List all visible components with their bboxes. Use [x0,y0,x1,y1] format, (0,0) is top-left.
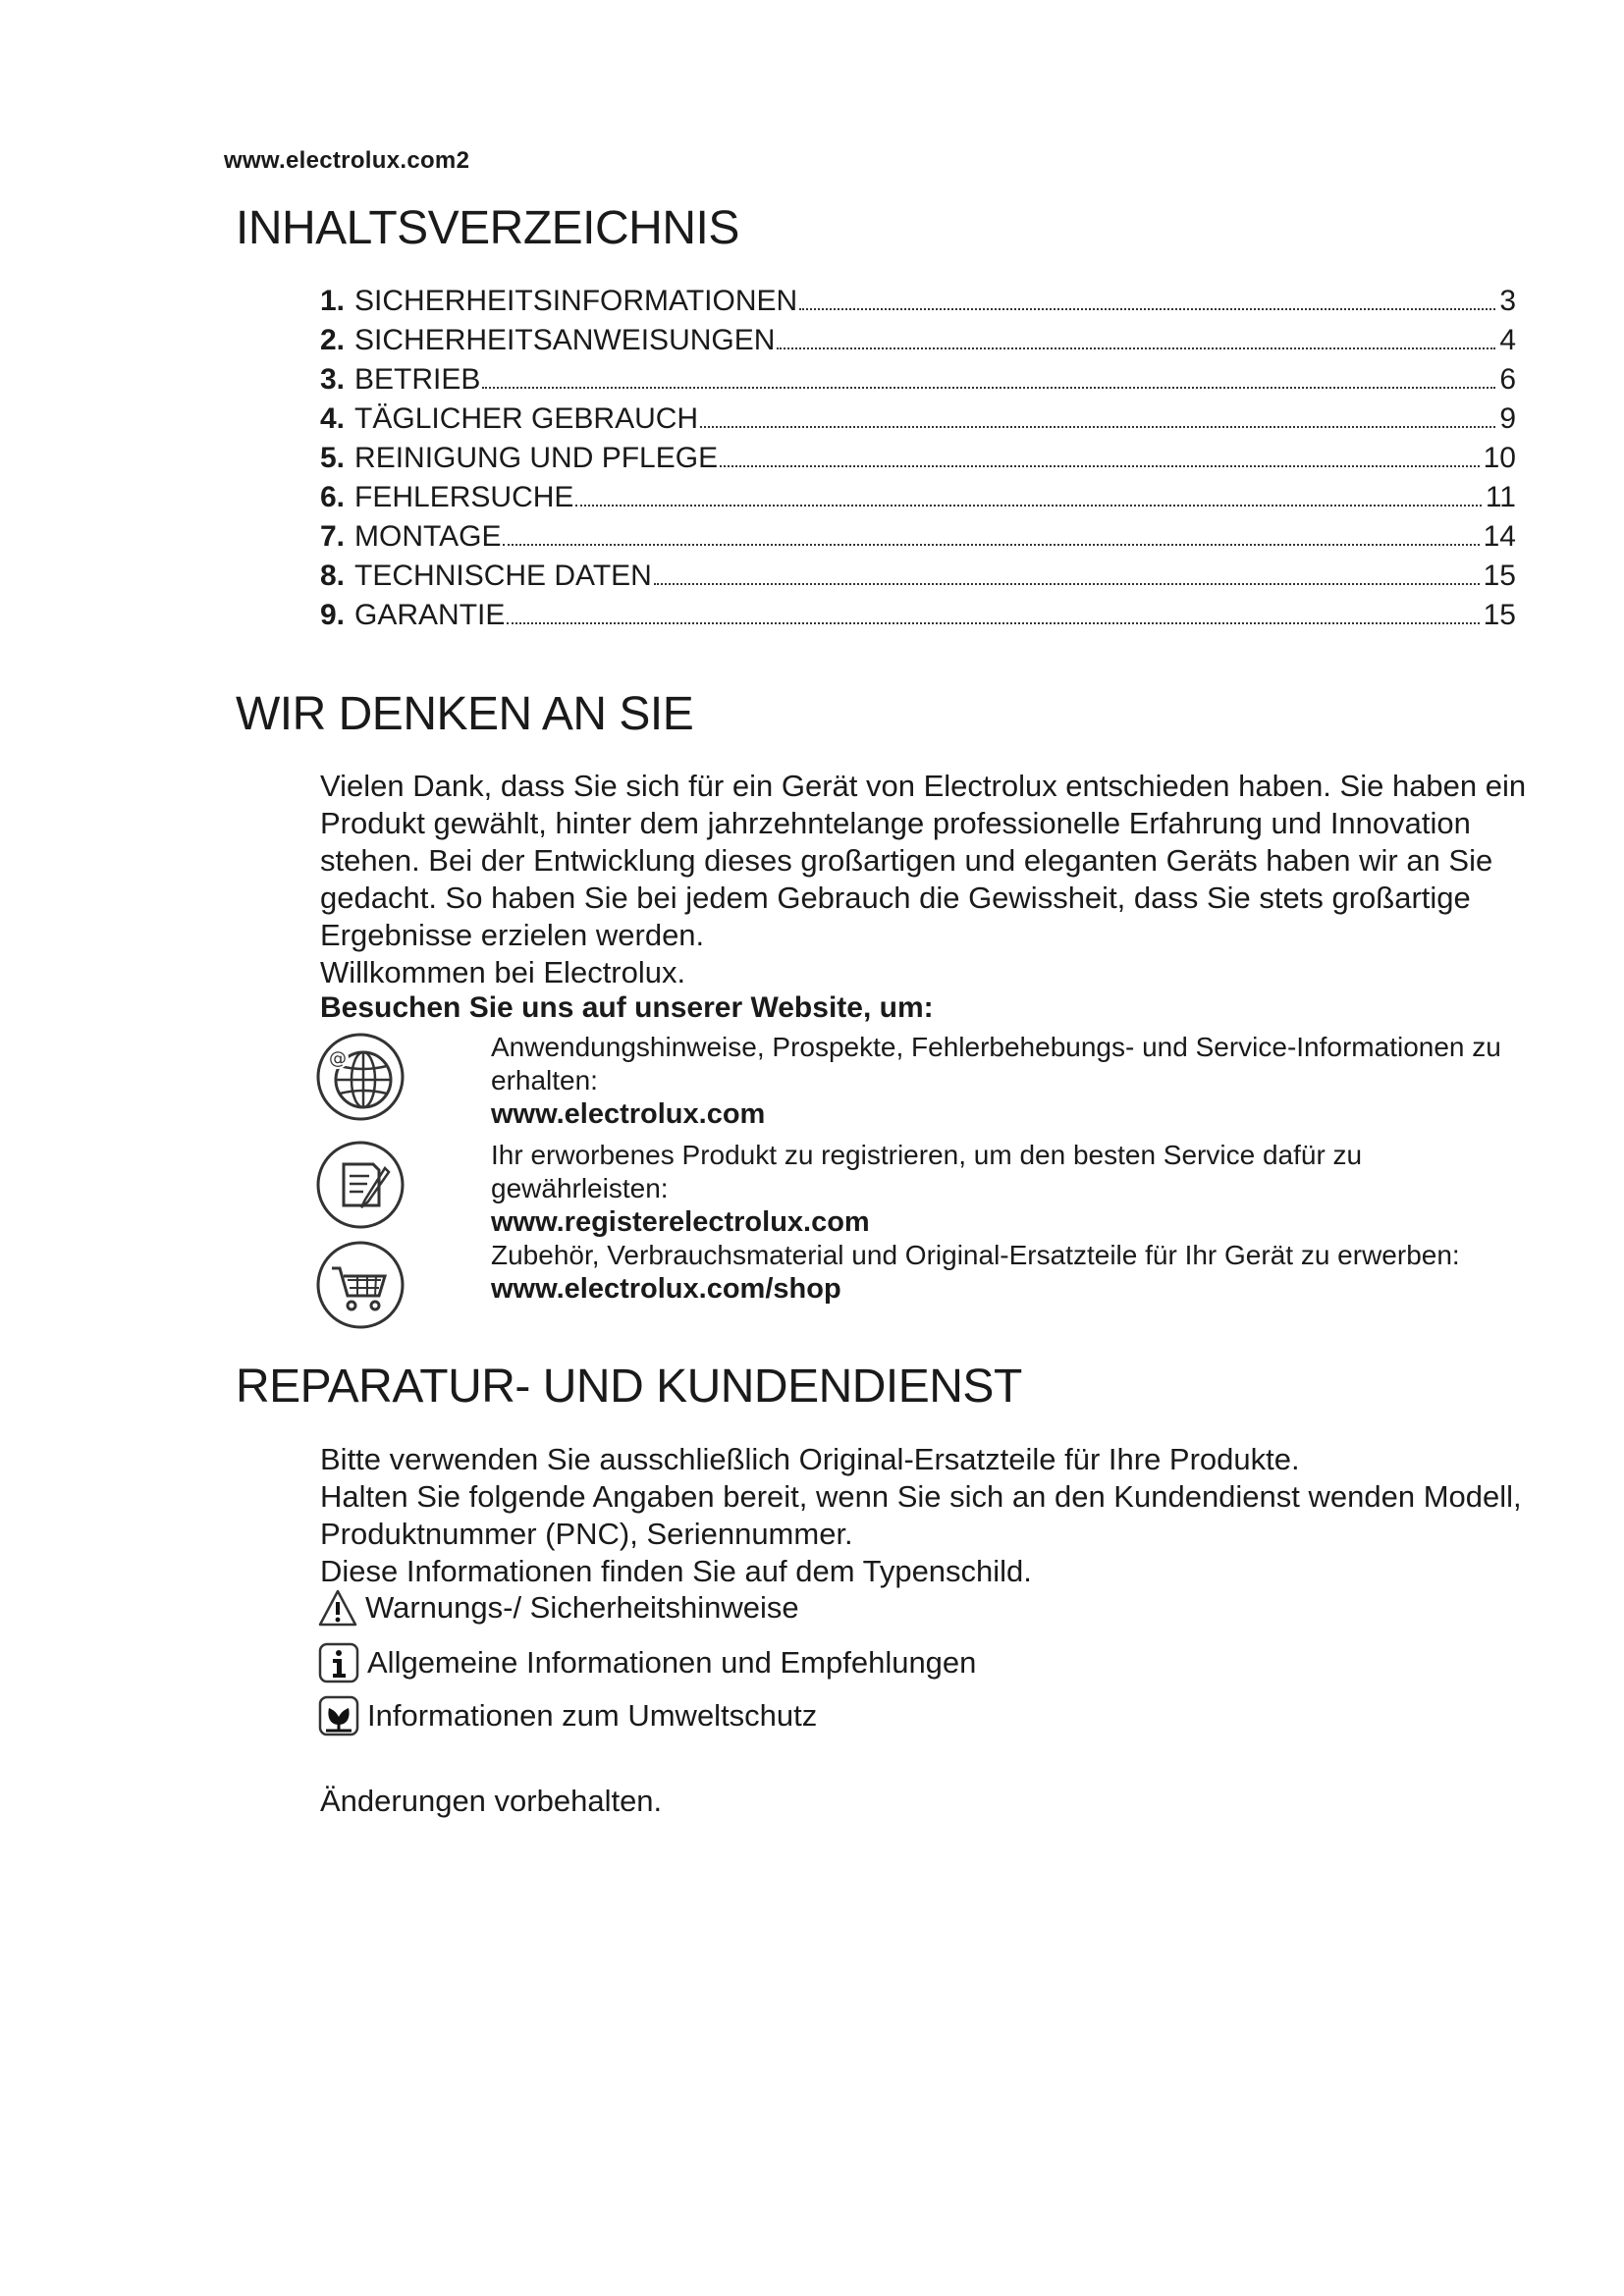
toc-leader-dots [777,347,1495,349]
symbol-legend-info [318,1642,976,1683]
toc-leader-dots [575,505,1481,507]
website-item-register [314,1139,1532,1239]
symbol-legend-warning [318,1588,799,1628]
toc-entry-page: 15 [1483,599,1516,631]
toc-leader-dots [799,308,1495,310]
toc-entry-page: 15 [1483,560,1516,592]
customer-service-info: Halten Sie folgende Angaben bereit, wenn Sie sich an den Kundendienst wenden Modell, Produktnummer (PNC), Seriennummer. [320,1479,1522,1551]
toc-entry-number: 8. [320,560,346,592]
toc-entry[interactable] [320,400,1516,439]
intro-paragraph: Vielen Dank, dass Sie sich für ein Gerät von Electrolux entschieden haben. Sie haben ein Produkt gewählt, hinter dem jahrzehntelange professionelle Erfahrung und Innovation stehen. Bei der Entwicklung dieses großartigen und eleganten Geräts haben wir an Sie gedacht. So haben Sie bei jedem Gebrauch die Gewissheit, dass Sie stets großartige Ergebnisse erzielen werden. [320,769,1527,952]
website-item-description: Ihr erworbenes Produkt zu registrieren, um den besten Service dafür zu gewährleisten: [491,1140,1363,1203]
symbol-label: Informationen zum Umweltschutz [367,1698,818,1733]
website-item-description: Anwendungshinweise, Prospekte, Fehlerbehebungs- und Service-Informationen zu erhalten: [491,1032,1501,1095]
care-section-title: WIR DENKEN AN SIE [236,688,694,740]
changes-reserved-note: Änderungen vorbehalten. [320,1784,663,1818]
toc-entry-number: 5. [320,442,346,474]
warning-triangle-icon [318,1588,357,1628]
toc-leader-dots [720,465,1480,467]
toc-entry-number: 4. [320,402,346,435]
table-of-contents [320,282,1516,635]
toc-entry-number: 2. [320,324,346,356]
toc-leader-dots [482,387,1495,389]
toc-entry-page: 11 [1485,481,1516,513]
symbol-legend-environment [318,1695,817,1736]
symbol-label: Warnungs-/ Sicherheitshinweise [365,1590,799,1625]
toc-entry-label: REINIGUNG UND PFLEGE [354,442,719,474]
toc-entry-number: 3. [320,363,346,396]
website-item-shop [314,1239,1532,1331]
toc-leader-dots [700,426,1495,428]
service-section-title: REPARATUR- UND KUNDENDIENST [236,1361,1022,1413]
toc-entry[interactable] [320,596,1516,635]
website-item-support [314,1031,1532,1131]
toc-entry[interactable] [320,557,1516,596]
toc-leader-dots [507,622,1479,624]
toc-entry[interactable] [320,321,1516,360]
environment-icon [318,1695,359,1736]
register-notepad-icon [314,1139,406,1231]
toc-entry[interactable] [320,478,1516,517]
toc-entry-label: TÄGLICHER GEBRAUCH [354,402,699,435]
toc-entry-label: GARANTIE [354,599,506,631]
toc-entry-page: 14 [1483,520,1516,553]
toc-entry[interactable] [320,282,1516,321]
toc-entry-page: 4 [1499,324,1516,356]
toc-entry-page: 3 [1499,285,1516,317]
toc-entry-number: 1. [320,285,346,317]
website-link[interactable]: www.registerelectrolux.com [491,1206,870,1238]
toc-entry-label: SICHERHEITSANWEISUNGEN [354,324,776,356]
info-icon [318,1642,359,1683]
website-link[interactable]: www.electrolux.com/shop [491,1273,841,1305]
toc-entry-label: MONTAGE [354,520,502,553]
toc-leader-dots [654,583,1480,585]
website-link[interactable]: www.electrolux.com [491,1098,766,1130]
toc-entry-page: 10 [1483,442,1516,474]
toc-entry-number: 6. [320,481,346,513]
visit-website-line: Besuchen Sie uns auf unserer Website, um: [320,991,934,1024]
toc-entry-label: FEHLERSUCHE [354,481,574,513]
spare-parts-line: Bitte verwenden Sie ausschließlich Original-Ersatzteile für Ihre Produkte. [320,1442,1300,1476]
toc-entry[interactable] [320,517,1516,557]
toc-title: INHALTSVERZEICHNIS [236,202,739,254]
toc-entry-number: 7. [320,520,346,553]
rating-plate-line: Diese Informationen finden Sie auf dem Typenschild. [320,1554,1032,1588]
toc-entry[interactable] [320,360,1516,400]
symbol-label: Allgemeine Informationen und Empfehlungen [367,1645,977,1680]
page-header: www.electrolux.com2 [224,147,470,174]
svg-text:@: @ [329,1048,347,1069]
toc-entry-label: TECHNISCHE DATEN [354,560,652,592]
toc-entry-label: SICHERHEITSINFORMATIONEN [354,285,798,317]
web-globe-icon [314,1031,406,1123]
welcome-line: Willkommen bei Electrolux. [320,955,686,989]
toc-entry-page: 6 [1499,363,1516,396]
website-item-description: Zubehör, Verbrauchsmaterial und Original-Ersatzteile für Ihr Gerät zu erwerben: [491,1240,1460,1270]
toc-leader-dots [503,544,1479,546]
toc-entry-page: 9 [1499,402,1516,435]
toc-entry[interactable] [320,439,1516,478]
toc-entry-number: 9. [320,599,346,631]
toc-entry-label: BETRIEB [354,363,481,396]
shopping-cart-icon [314,1239,406,1331]
